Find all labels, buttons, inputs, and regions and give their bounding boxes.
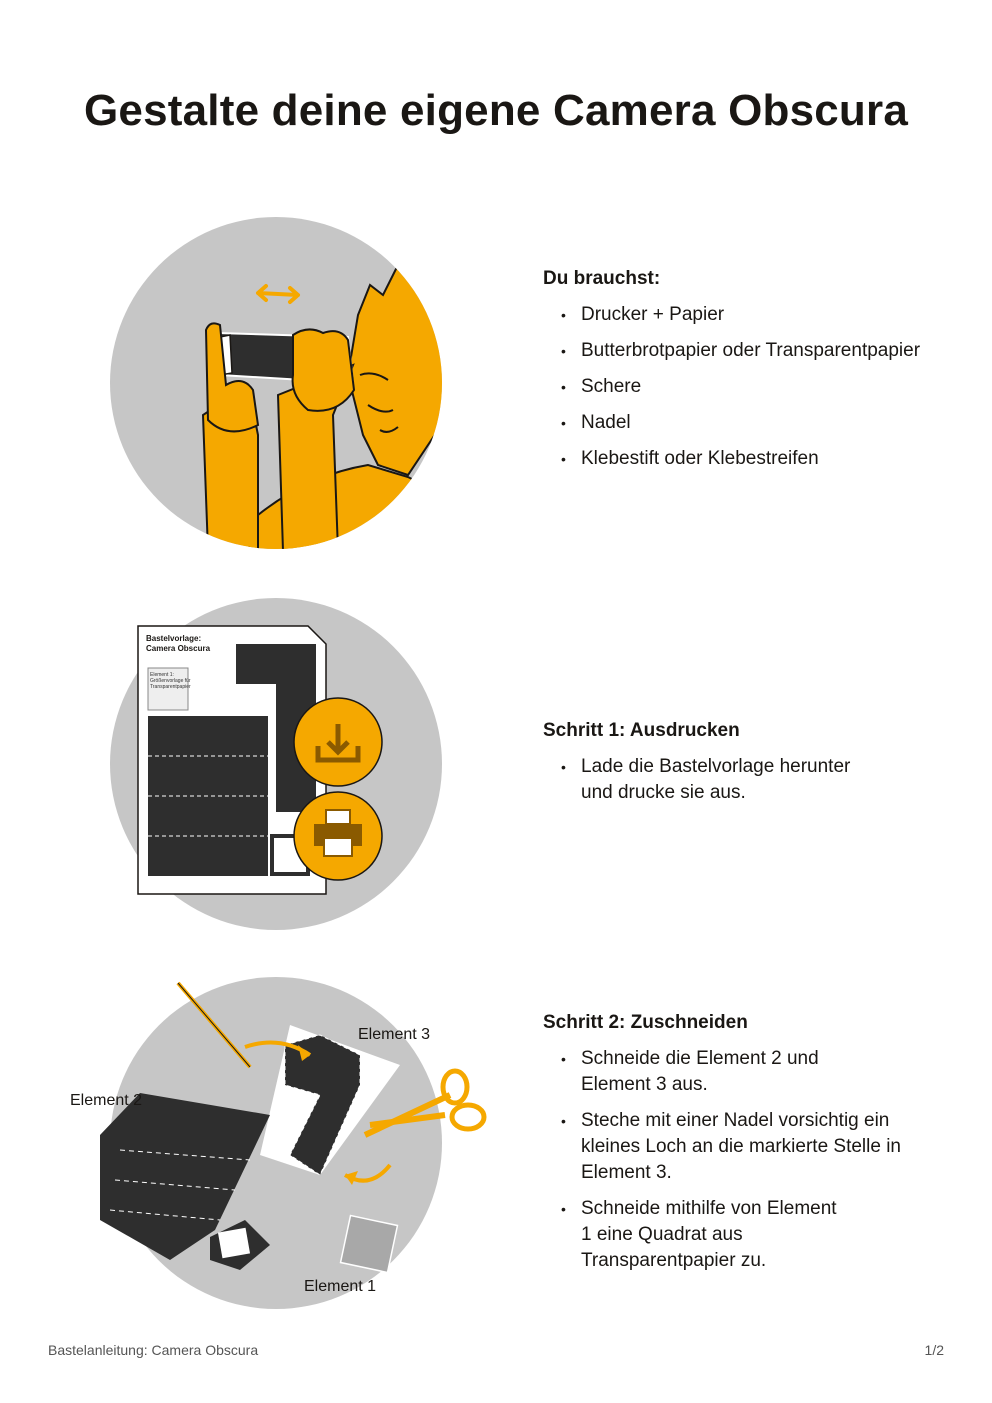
- template-element1-label: [150, 672, 191, 690]
- list-item: • Schneide mithilfe von Element 1 eine Quadrat aus Transparentpapier zu.: [561, 1196, 851, 1274]
- list-item: • Schere: [561, 374, 943, 400]
- list-item: • Schneide die Element 2 und Element 3 aus.: [561, 1046, 851, 1098]
- template-element3-tag: Element 3: [244, 636, 267, 642]
- page-title: Gestalte deine eigene Camera Obscura: [84, 86, 908, 135]
- section-heading: Schritt 1: Ausdrucken: [543, 720, 740, 741]
- template-element1-line3: Transparentpapier: [150, 684, 191, 690]
- list-item: • Nadel: [561, 410, 943, 436]
- list-item: • Butterbrotpapier oder Transparentpapier: [561, 338, 943, 364]
- illustration-child-with-camera: [108, 215, 444, 551]
- printer-icon: [294, 792, 382, 880]
- section-step2: [543, 1012, 943, 1284]
- label-element2: Element 2: [70, 1092, 143, 1109]
- label-element3: Element 3: [358, 1026, 431, 1043]
- section-materials: [543, 268, 943, 482]
- list-item: • Klebestift oder Klebestreifen: [561, 446, 943, 472]
- footer-document-title: Bastelanleitung: Camera Obscura: [48, 1342, 259, 1358]
- materials-list: [543, 302, 943, 472]
- illustration-template-print: [108, 596, 444, 932]
- footer-page-number: 1/2: [924, 1342, 944, 1358]
- list-item: • Lade die Bastelvorlage herunter und drucke sie aus.: [561, 754, 881, 806]
- download-icon: [294, 698, 382, 786]
- template-element1-line1: Element 1:: [150, 672, 174, 678]
- section-heading: Schritt 2: Zuschneiden: [543, 1012, 748, 1033]
- list-item: • Drucker + Papier: [561, 302, 943, 328]
- illustration-cutting: [60, 975, 500, 1315]
- template-element1-line2: Größenvorlage für: [150, 678, 191, 684]
- step1-list: [543, 754, 943, 806]
- list-item: • Steche mit einer Nadel vorsichtig ein kleines Loch an die markierte Stelle in Element 3.: [561, 1108, 901, 1186]
- template-title-line1: Bastelvorlage:: [146, 634, 202, 643]
- step2-list: [543, 1046, 943, 1274]
- template-title-line2: Camera Obscura: [146, 644, 211, 653]
- section-heading: Du brauchst:: [543, 268, 661, 289]
- label-element1: Element 1: [304, 1278, 377, 1295]
- template-title: [146, 634, 210, 654]
- section-step1: [543, 720, 943, 816]
